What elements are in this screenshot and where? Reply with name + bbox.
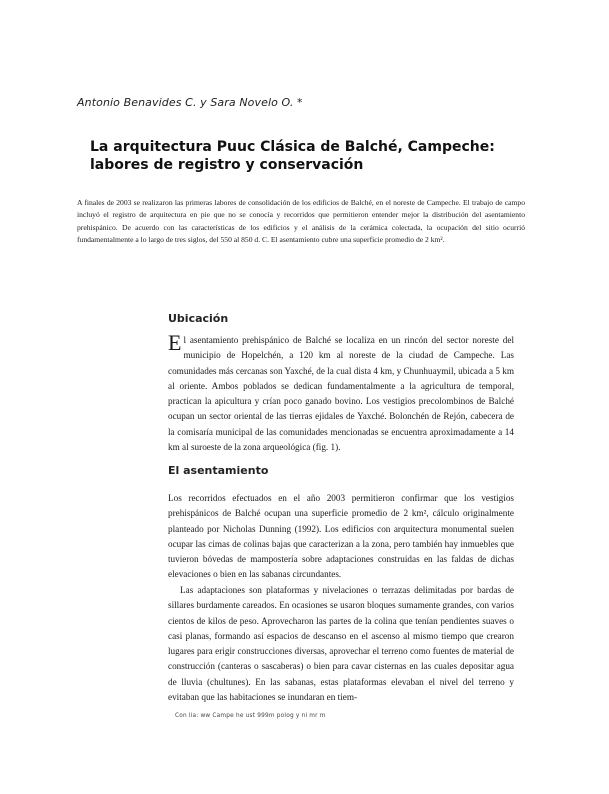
dropcap: E <box>168 330 182 355</box>
section-paragraph-adaptaciones: Las adaptaciones son plataformas y nivelaciones o terrazas delimitadas por bardas de sillares burdamente careados. En ocasiones se usaron bloques sumamente grandes, con varios cientos de kilos de peso. Aprovecharon las partes de la colina que tenían pendientes suaves o casi planas, formando así espacios de descanso en el ascenso al mismo tiempo que crearon lugares para erigir construcciones diversas, aprovechar el terreno como fuentes de material de construcción (canteras o sascaberas) o bien para cavar cisternas en las cuales depositar agua de lluvia (chultunes). En las sabanas, estas plataformas elevaban el nivel del terreno y evitaban que las habitaciones se inundaran en tiem- <box>168 585 514 703</box>
section-heading-asentamiento: El asentamiento <box>168 464 269 477</box>
section-heading-ubicacion: Ubicación <box>168 312 229 325</box>
authors-line: Antonio Benavides C. y Sara Novelo O. * <box>77 96 303 109</box>
page-footer: Con lia: ww Campe he ust 999m polog y ni mr m <box>175 713 326 719</box>
paragraph-text: l asentamiento prehispánico de Balché se localiza en un rincón del sector noreste del municipio de Hopelchén, a 120 km al noreste de la ciudad de Campeche. Las comunidades más cercanas son Yaxché, de la cual dista 4 km, y Chunhuaymil, ubicada a 5 km al oriente. Ambos poblados se dedican fundamentalmente a la agricultura de temporal, practican la apicultura y crían poco ganado bovino. Los vestigios precolombinos de Balché ocupan un sector oriental de las tierras ejidales de Yaxché. Bolonchén de Rejón, cabecera de la comisaría municipal de las comunidades mencionadas se encuentra aproximadamente a 14 km al suroeste de la zona arqueológica (fig. 1). <box>168 335 514 453</box>
section-paragraph-ubicacion <box>168 330 514 455</box>
abstract: A finales de 2003 se realizaron las primeras labores de consolidación de los edificios de Balché, en el noreste de Campeche. El trabajo de campo incluyó el registro de arquitectura en pie que no se conocía y recorridos que permitieron entender mejor la distribución del asentamiento prehispánico. De acuerdo con las características de los edificios y el análisis de la cerámica colectada, la ocupación del sitio ocurrió fundamentalmente a lo largo de tres siglos, del 550 al 850 d. C. El asentamiento cubre una superficie promedio de 2 km². <box>77 198 525 245</box>
article-title: La arquitectura Puuc Clásica de Balché, Campeche: labores de registro y conservación <box>90 139 495 173</box>
section-paragraph-asentamiento: Los recorridos efectuados en el año 2003 permitieron confirmar que los vestigios prehispánicos de Balché ocupan una superficie promedio de 2 km², cálculo originalmente planteado por Nicholas Dunning (1992). Los edificios con arquitectura monumental suelen ocupar las cimas de colinas bajas que caracterizan a la zona, pero también hay inmuebles que tuvieron bóvedas de mampostería sobre adaptaciones construidas en las faldas de dichas elevaciones o bien en las sabanas circundantes. <box>168 493 514 580</box>
